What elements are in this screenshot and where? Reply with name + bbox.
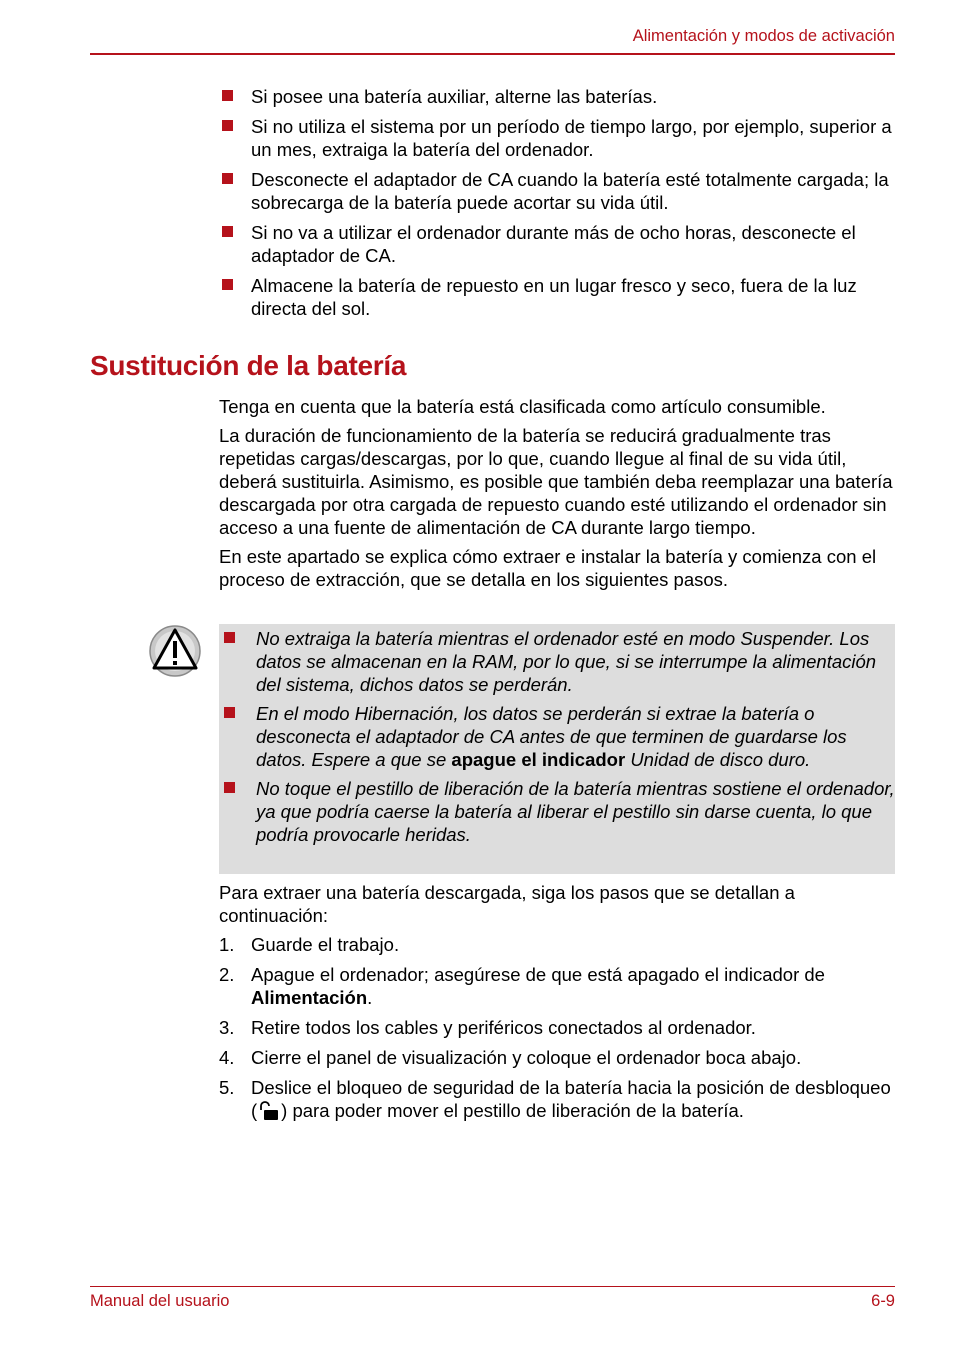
procedure-intro: Para extraer una batería descargada, siga los pasos que se detallan a continuación: [219,882,795,926]
header-rule [90,53,895,55]
bullet-square-icon [222,226,233,237]
bullet-square-icon [222,90,233,101]
list-item [219,627,895,696]
list-item [219,168,899,214]
step-number: 2. [219,964,235,985]
list-item [219,85,899,108]
step-number: 1. [219,934,235,955]
running-header: Alimentación y modos de activación [632,27,895,45]
paragraph: La duración de funcionamiento de la batería se reducirá gradualmente tras repetidas cargas/descargas, por lo que, cuando llegue al final de su vida útil, deberá sustituirla. Asimismo, es posible que también deba reemplazar una batería descargada por otra cargada de repuesto cuando esté utilizando el ordenador sin acceso a una fuente de alimentación de CA durante largo tiempo. [219,425,893,538]
step-number: 5. [219,1077,235,1098]
list-item-text: Desconecte el adaptador de CA cuando la batería esté totalmente cargada; la sobrecarga de la batería puede acortar su vida útil. [251,169,889,213]
step-number: 4. [219,1047,235,1068]
bullet-square-icon [224,632,235,643]
warning-note [219,624,895,874]
section-heading: Sustitución de la batería [90,350,407,381]
step-item [219,1076,899,1122]
step-text: Cierre el panel de visualización y coloque el ordenador boca abajo. [251,1047,802,1068]
bullet-square-icon [222,279,233,290]
bullet-square-icon [224,707,235,718]
step-text: Apague el ordenador; asegúrese de que está apagado el indicador de [251,964,825,985]
step-number: 3. [219,1017,235,1038]
step-text-tail: ) para poder mover el pestillo de liberación de la batería. [281,1100,744,1121]
bullet-square-icon [222,120,233,131]
list-item [219,777,895,846]
page-number: 6-9 [871,1292,895,1310]
step-item [219,1046,899,1069]
list-item-text-start: En el modo Hibernación, los datos se perderán si extrae la batería o desconecta el adaptador de CA antes de que terminen de guardarse los datos. Espere a que se [256,703,847,770]
step-item [219,1016,899,1039]
unlock-icon [258,1101,280,1121]
warning-triangle-icon [148,624,202,678]
paragraph: En este apartado se explica cómo extraer e instalar la batería y comienza con el proceso de extracción, que se detalla en los siguientes pasos. [219,546,877,590]
bullet-square-icon [222,173,233,184]
section-body [219,395,899,597]
list-item-text: Si posee una batería auxiliar, alterne las baterías. [251,86,658,107]
list-item-text: Si no utiliza el sistema por un período de tiempo largo, por ejemplo, superior a un mes, extraiga la batería del ordenador. [251,116,892,160]
top-bullet-list [219,85,899,327]
list-item-text: Si no va a utilizar el ordenador durante más de ocho horas, desconecte el adaptador de CA. [251,222,856,266]
procedure [219,881,899,1129]
list-item [219,274,899,320]
list-item [219,115,899,161]
list-item-text: No toque el pestillo de liberación de la batería mientras sostiene el ordenador, ya que podría caerse la batería al liberar el pestillo sin darse cuenta, lo que podría provocarle heridas. [256,778,895,845]
step-text: Guarde el trabajo. [251,934,400,955]
step-text: Retire todos los cables y periféricos conectados al ordenador. [251,1017,756,1038]
step-text: Deslice el bloqueo de seguridad de la batería hacia la posición de desbloqueo ( [251,1077,891,1121]
footer-title: Manual del usuario [90,1292,230,1310]
bullet-square-icon [224,782,235,793]
list-item [219,702,895,771]
list-item-text: Almacene la batería de repuesto en un lugar fresco y seco, fuera de la luz directa del sol. [251,275,857,319]
step-item [219,963,899,1009]
step-text-tail: . [367,987,373,1008]
footer-rule [90,1286,895,1287]
list-item-text-end: Unidad de disco duro. [630,749,811,770]
list-item-text: No extraiga la batería mientras el ordenador esté en modo Suspender. Los datos se almacenan en la RAM, por lo que, si se interrumpe la alimentación del sistema, dichos datos se perderán. [256,628,877,695]
paragraph: Tenga en cuenta que la batería está clasificada como artículo consumible. [219,396,826,417]
step-item [219,933,899,956]
emphasis-text: apague el indicador [451,749,626,770]
list-item [219,221,899,267]
emphasis-text: Alimentación [251,987,368,1008]
